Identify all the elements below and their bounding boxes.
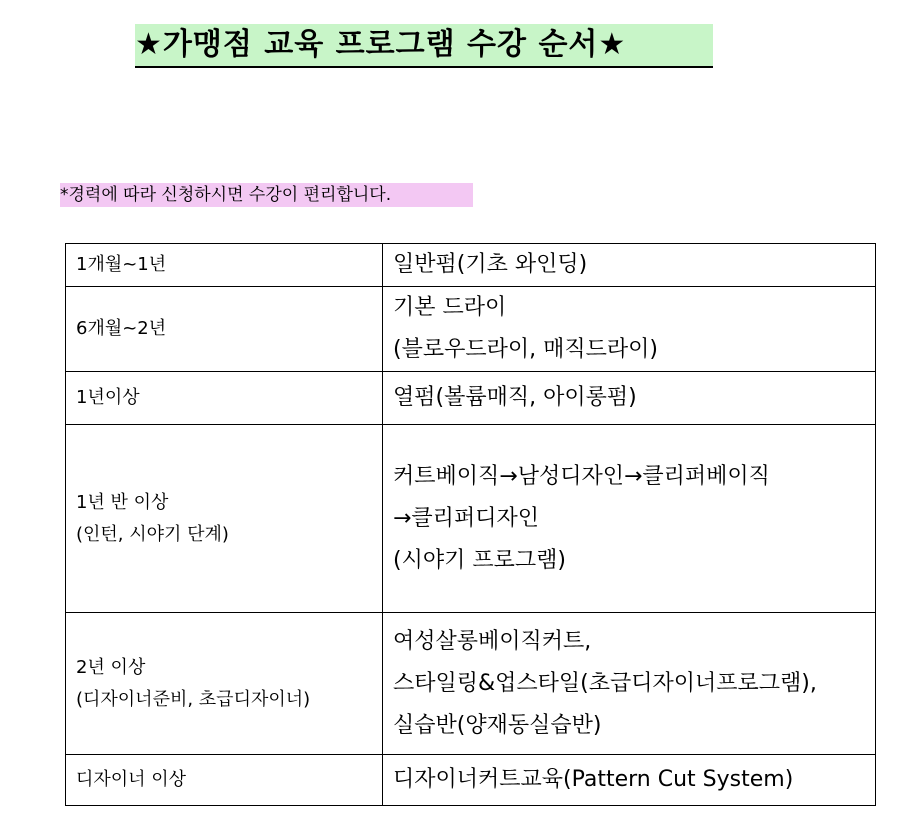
program-text: (블로우드라이, 매직드라이) — [393, 337, 658, 362]
program-table — [65, 243, 876, 806]
table-row — [66, 372, 876, 425]
program-text: 커트베이직→남성디자인→클리퍼베이직 — [393, 463, 770, 489]
table-row — [66, 244, 876, 287]
table-row — [66, 287, 876, 372]
program-cell — [383, 613, 876, 755]
program-text: (시야기 프로그램) — [393, 547, 566, 573]
program-text: 여성살롱베이직커트, — [393, 628, 592, 654]
level-cell — [66, 372, 383, 425]
program-cell — [383, 755, 876, 806]
level-text: 1년 반 이상 — [76, 491, 169, 513]
program-text: 스타일링&업스타일(초급디자이너프로그램), — [393, 670, 817, 696]
program-text: 기본 드라이 — [393, 295, 507, 320]
level-cell — [66, 287, 383, 372]
program-text: 디자이너커트교육(Pattern Cut System) — [393, 767, 794, 792]
program-text: 일반펌(기초 와인딩) — [393, 252, 588, 277]
level-text: (디자이너준비, 초급디자이너) — [76, 688, 311, 710]
table-row — [66, 755, 876, 806]
program-text: 열펌(볼륨매직, 아이롱펌) — [393, 385, 637, 410]
level-cell — [66, 425, 383, 613]
program-cell — [383, 372, 876, 425]
table-row — [66, 425, 876, 613]
table-row — [66, 613, 876, 755]
level-cell — [66, 244, 383, 287]
level-text: 2년 이상 — [76, 656, 146, 678]
level-text: 1년이상 — [76, 387, 140, 408]
note-text: *경력에 따라 신청하시면 수강이 편리합니다. — [60, 183, 473, 207]
level-cell — [66, 755, 383, 806]
level-cell — [66, 613, 383, 755]
level-text: 1개월~1년 — [76, 254, 167, 275]
program-cell — [383, 287, 876, 372]
program-cell — [383, 425, 876, 613]
level-text: (인턴, 시야기 단계) — [76, 523, 229, 545]
level-text: 6개월~2년 — [76, 318, 167, 339]
program-text: →클리퍼디자인 — [393, 505, 539, 531]
page-title: ★가맹점 교육 프로그램 수강 순서★ — [135, 24, 713, 68]
program-text: 실습반(양재동실습반) — [393, 712, 602, 738]
level-text: 디자이너 이상 — [76, 769, 187, 790]
program-cell — [383, 244, 876, 287]
